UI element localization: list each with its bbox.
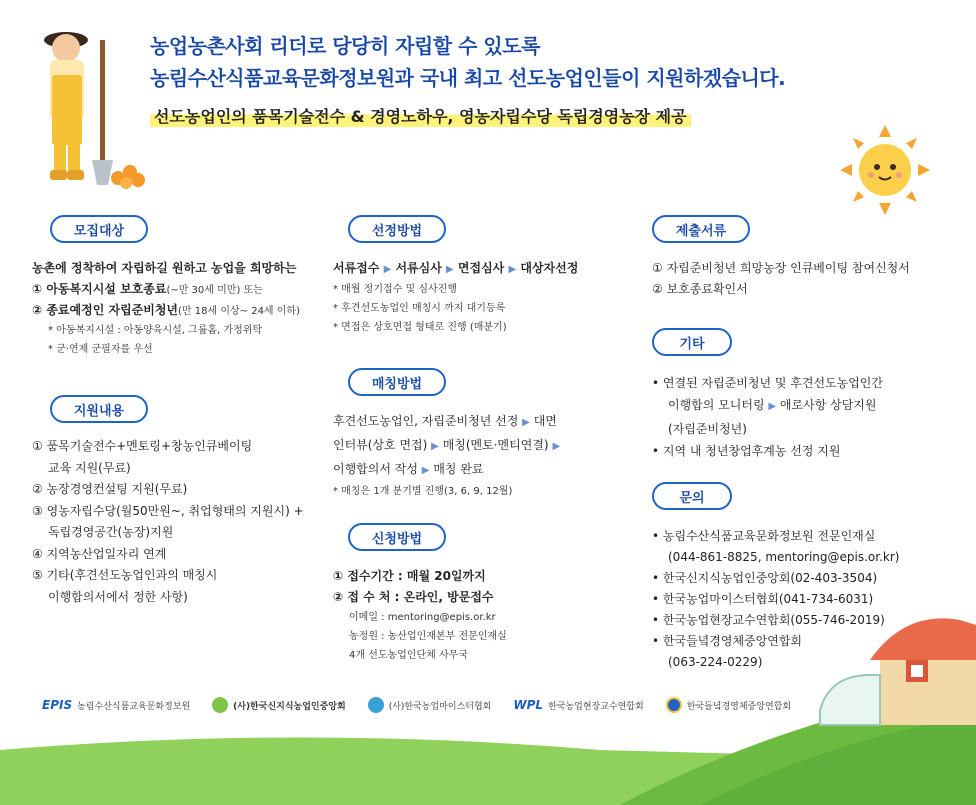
apply-line-1: ① 접수기간 : 매월 20일까지	[333, 569, 486, 583]
matching-section	[333, 410, 560, 501]
logo-epis-label: 농림수산식품교육문화정보원	[77, 701, 191, 712]
contact-5: • 한국들녘경영체중앙연합회	[652, 634, 802, 648]
step-arrow-icon: ▶	[383, 264, 392, 275]
matching-line-2: 인터뷰(상호 면접)	[333, 438, 428, 452]
recruit-note-1: * 아동복지시설 : 아동양육시설, 그룹홈, 가정위탁	[48, 325, 263, 336]
recruit-item-2-note: (만 18세 이상~ 24세 이하)	[178, 306, 300, 317]
support-line-3: ③ 영농자립수당(월50만원~, 취업형태의 지원시) +	[32, 503, 304, 518]
headline	[150, 30, 785, 94]
highlight-subline: 선도농업인의 품목기술전수 & 경영노하우, 영농자립수당 독립경영농장 제공	[150, 104, 691, 127]
headline-line-2: 농림수산식품교육문화정보원과 국내 최고 선도농업인들이 지원하겠습니다.	[150, 66, 786, 90]
wpl-logo-mark: WPL	[513, 698, 544, 712]
selection-step-2: 서류심사	[395, 261, 442, 275]
step-arrow-icon: ▶	[446, 264, 454, 275]
docs-badge: 제출서류	[652, 215, 750, 243]
etc-badge: 기타	[652, 328, 732, 356]
contact-2: • 한국신지식농업인중앙회(02-403-3504)	[652, 571, 878, 585]
selection-note-3: * 면접은 상호면접 형태로 진행 (매분기)	[333, 322, 507, 333]
selection-section	[333, 258, 578, 337]
support-line-5b: 이행합의서에서 정한 사항)	[48, 589, 188, 604]
contact-badge: 문의	[652, 482, 732, 510]
matching-badge: 매칭방법	[348, 368, 446, 396]
matching-line-2b: 매칭(멘토·멘티연결)	[442, 438, 549, 452]
support-line-1b: 교육 지원(무료)	[48, 460, 131, 475]
sprout-logo-icon	[368, 697, 384, 713]
recruit-section	[32, 258, 300, 359]
contact-1-detail: (044-861-8825, mentoring@epis.or.kr)	[668, 550, 900, 564]
step-arrow-icon: ▶	[552, 441, 561, 452]
logo-4-label: 한국농업현장교수연합회	[548, 701, 644, 712]
selection-step-1: 서류접수	[333, 261, 380, 275]
selection-note-2: * 후견선도농업인 매칭시 까지 대기등록	[333, 303, 506, 314]
apply-badge: 신청방법	[348, 523, 446, 551]
support-line-3b: 독립경영공간(농장)지원	[48, 525, 174, 539]
support-line-4: ④ 지역농산업일자리 연계	[32, 546, 167, 561]
epis-logo-mark: EPIS	[42, 698, 73, 712]
circle-logo-icon	[666, 697, 682, 713]
selection-step-4: 대상자선정	[520, 261, 579, 275]
etc-line-1: • 연결된 자립준비청년 및 후견선도농업인간	[652, 376, 883, 390]
recruit-item-1: ① 아동복지시설 보호종료	[32, 282, 167, 296]
etc-line-1b: 이행합의 모니터링	[668, 398, 765, 412]
docs-section	[652, 258, 910, 300]
logo-fields-coop	[666, 697, 791, 713]
selection-note-1: * 매월 정기접수 및 심사진행	[333, 284, 457, 295]
etc-line-1c: 애로사항 상담지원	[779, 398, 877, 412]
farmer-illustration	[38, 20, 153, 195]
support-line-2: ② 농장경영컨설팅 지원(무료)	[32, 482, 188, 496]
leaf-logo-icon	[212, 697, 228, 713]
step-arrow-icon: ▶	[431, 441, 439, 452]
recruit-item-1-note: (~만 30세 미만) 또는	[166, 285, 263, 296]
support-badge: 지원내용	[50, 395, 148, 423]
matching-line-1b: 대면	[533, 414, 557, 428]
logo-2-label: (사)한국신지식농업인중앙회	[233, 701, 346, 712]
support-line-1: ① 품목기술전수+멘토링+창농인큐베이팅	[32, 439, 253, 453]
apply-email: 이메일 : mentoring@epis.or.kr	[349, 612, 496, 623]
recruit-item-2: ② 종료예정인 자립준비청년	[32, 303, 179, 317]
step-arrow-icon: ▶	[421, 465, 430, 476]
contact-5-detail: (063-224-0229)	[668, 655, 763, 669]
sun-illustration	[840, 125, 930, 215]
etc-section	[652, 372, 883, 462]
recruit-note-2: * 군·연제 군필자를 우선	[48, 344, 153, 355]
support-section	[32, 436, 304, 608]
contact-1: • 농림수산식품교육문화정보원 전문인재실	[652, 529, 876, 543]
headline-line-1: 농업농촌사회 리더로 당당히 자립할 수 있도록	[150, 34, 540, 58]
matching-line-3b: 매칭 완료	[433, 462, 484, 476]
etc-line-1d: (자립준비청년)	[668, 422, 747, 436]
selection-step-3: 면접심사	[457, 261, 505, 275]
contact-4: • 한국농업현장교수연합회(055-746-2019)	[652, 613, 885, 627]
step-arrow-icon: ▶	[522, 417, 530, 428]
logo-wpl	[513, 698, 643, 712]
matching-note: * 매칭은 1개 분기별 진행(3, 6, 9, 12월)	[333, 486, 513, 497]
apply-line-2: ② 접 수 처 : 온라인, 방문접수	[333, 590, 494, 604]
docs-line-1: ① 자립준비청년 희망농장 인큐베이팅 참여신청서	[652, 261, 910, 275]
partner-logos	[42, 690, 791, 720]
etc-line-2: • 지역 내 청년창업후계농 선정 지원	[652, 444, 841, 458]
apply-groups: 4개 선도농업인단체 사무국	[349, 650, 468, 661]
support-line-5: ⑤ 기타(후견선도농업인과의 매칭시	[32, 568, 218, 582]
docs-line-2: ② 보호종료확인서	[652, 282, 748, 296]
step-arrow-icon: ▶	[508, 264, 517, 275]
recruit-badge: 모집대상	[50, 215, 148, 243]
apply-office: 농정원 : 농산업인재본부 전문인재실	[349, 631, 507, 642]
logo-agriculture-meister	[368, 697, 492, 713]
recruit-intro: 농촌에 정착하여 자립하길 원하고 농업을 희망하는	[32, 261, 297, 275]
selection-badge: 선정방법	[348, 215, 446, 243]
step-arrow-icon: ▶	[768, 401, 777, 412]
logo-new-intellectual-farmers	[212, 697, 346, 713]
matching-line-1: 후견선도농업인, 자립준비청년 선정	[333, 414, 519, 428]
contact-3: • 한국농업마이스터협회(041-734-6031)	[652, 592, 874, 606]
logo-5-label: 한국들녘경영체중앙연합회	[686, 701, 792, 712]
logo-epis	[42, 698, 190, 712]
logo-3-label: (사)한국농업마이스터협회	[388, 701, 492, 712]
matching-line-3: 이행합의서 작성	[333, 462, 418, 476]
